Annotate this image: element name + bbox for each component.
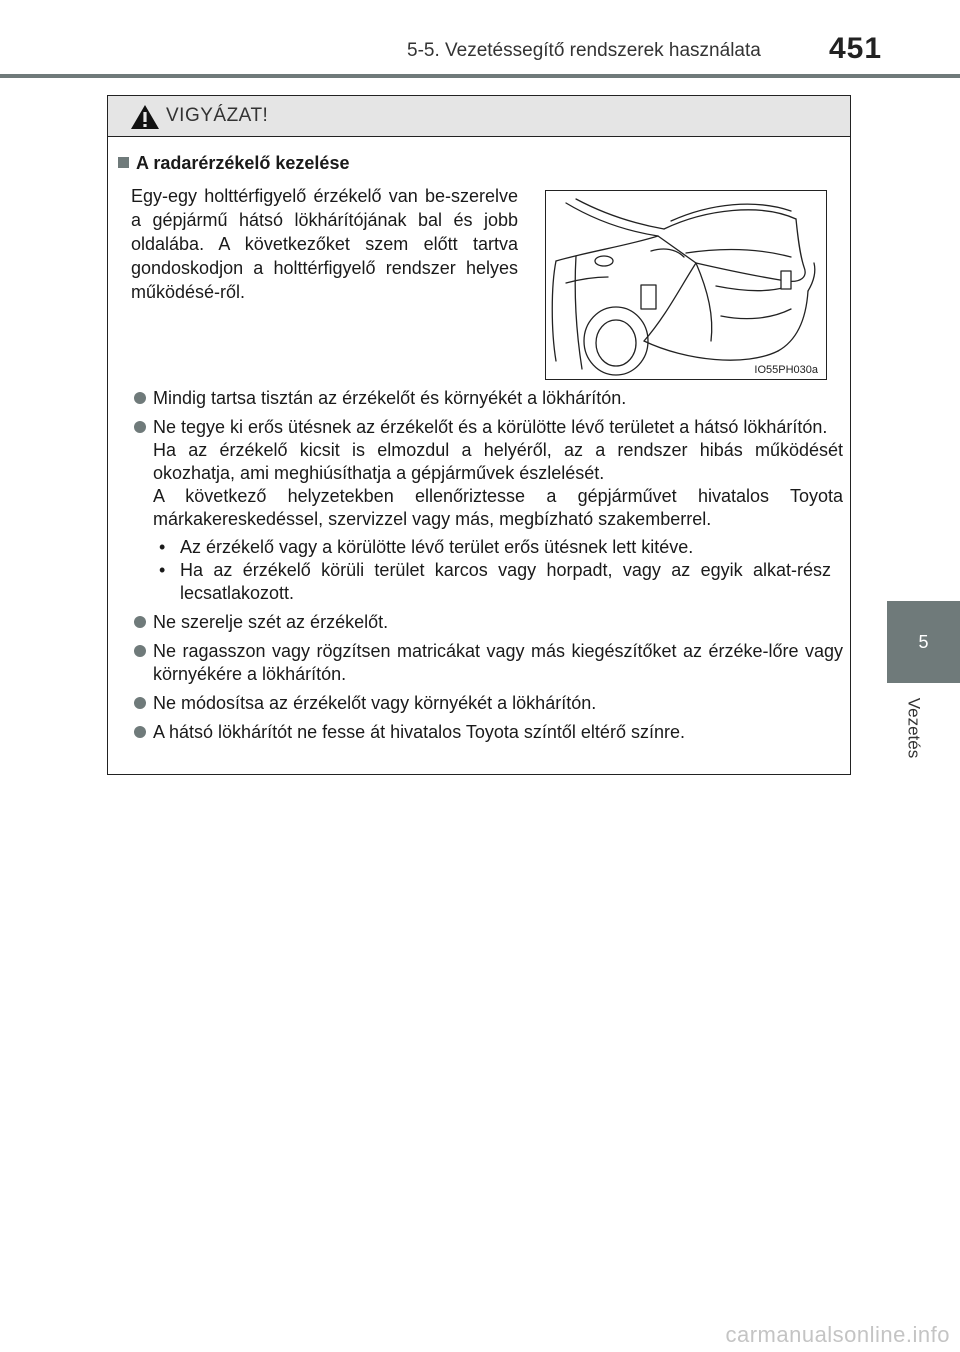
bullet-dot-icon xyxy=(134,421,146,433)
section-heading-text: A radarérzékelő kezelése xyxy=(136,153,350,173)
bullet-text: Ne szerelje szét az érzékelőt. xyxy=(153,612,389,632)
sub-list-item xyxy=(153,559,843,605)
sub-bullet-list xyxy=(153,536,843,605)
bullet-text: A következő helyzetekben ellenőriztesse a gépjárművet hivatalos Toyota márkakereskedéssel, szervizzel vagy más, megbízható szakemberrel. xyxy=(153,486,843,529)
footer-watermark: carmanualsonline.info xyxy=(725,1322,950,1347)
figure-code: IO55PH030a xyxy=(754,364,818,376)
bullet-dot-icon xyxy=(134,697,146,709)
page-number: 451 xyxy=(829,32,883,65)
bullet-dot-icon xyxy=(134,726,146,738)
intro-paragraph: Egy-egy holttérfigyelő érzékelő van be-szerelve a gépjármű hátsó lökhárítójának bal és jobb oldalába. A következőket szem előtt tartva gondoskodjon a holttérfigyelő rendszer helyes működésé-ről. xyxy=(131,186,518,302)
sub-bullet-text: Ha az érzékelő körüli terület karcos vagy horpadt, vagy az egyik alkat-rész lecsatlakozott. xyxy=(180,560,831,603)
list-item xyxy=(118,640,843,686)
sub-list-item xyxy=(153,536,843,559)
bullet-text: Mindig tartsa tisztán az érzékelőt és környékét a lökhárítón. xyxy=(153,388,627,408)
bullet-text: Ne ragasszon vagy rögzítsen matricákat vagy más kiegészítőket az érzéke-lőre vagy környékére a lökhárítón. xyxy=(153,641,843,684)
list-item xyxy=(118,692,843,715)
list-item xyxy=(118,387,843,410)
header-divider xyxy=(0,74,960,78)
sub-bullet-icon: • xyxy=(159,537,166,557)
warning-header xyxy=(108,96,850,137)
sub-bullet-icon: • xyxy=(159,560,166,580)
list-item xyxy=(118,611,843,634)
car-rear-sensor-icon xyxy=(546,191,826,379)
bullet-text: Ne tegye ki erős ütésnek az érzékelőt és a körülötte lévő területet a hátsó lökhárítón. xyxy=(153,417,828,437)
bullet-dot-icon xyxy=(134,645,146,657)
warning-title: VIGYÁZAT! xyxy=(166,105,269,126)
list-item xyxy=(118,721,843,744)
sub-bullet-text: Az érzékelő vagy a körülötte lévő terület erős ütésnek lett kitéve. xyxy=(180,537,694,557)
bullet-text: A hátsó lökhárítót ne fesse át hivatalos Toyota színtől eltérő színre. xyxy=(153,722,685,742)
warning-triangle-icon xyxy=(130,104,160,130)
car-rear-illustration xyxy=(545,190,827,380)
heading-square-icon xyxy=(118,157,129,168)
list-item xyxy=(118,416,843,605)
warning-box xyxy=(107,95,851,775)
bullet-dot-icon xyxy=(134,616,146,628)
chapter-tab[interactable] xyxy=(887,601,960,683)
running-header-title: 5-5. Vezetéssegítő rendszerek használata xyxy=(407,40,761,61)
chapter-label: Vezetés xyxy=(904,697,923,759)
bullet-dot-icon xyxy=(134,392,146,404)
bullet-text: Ha az érzékelő kicsit is elmozdul a helyéről, az a rendszer hibás működését okozhatja, ami meghiúsíthatja a gépjárművek észlelését. xyxy=(153,440,843,483)
chapter-number: 5 xyxy=(918,631,929,652)
chapter-side-label xyxy=(898,688,928,768)
bullet-list xyxy=(118,387,843,750)
section-heading xyxy=(118,153,349,174)
bullet-text: Ne módosítsa az érzékelőt vagy környékét a lökhárítón. xyxy=(153,693,597,713)
